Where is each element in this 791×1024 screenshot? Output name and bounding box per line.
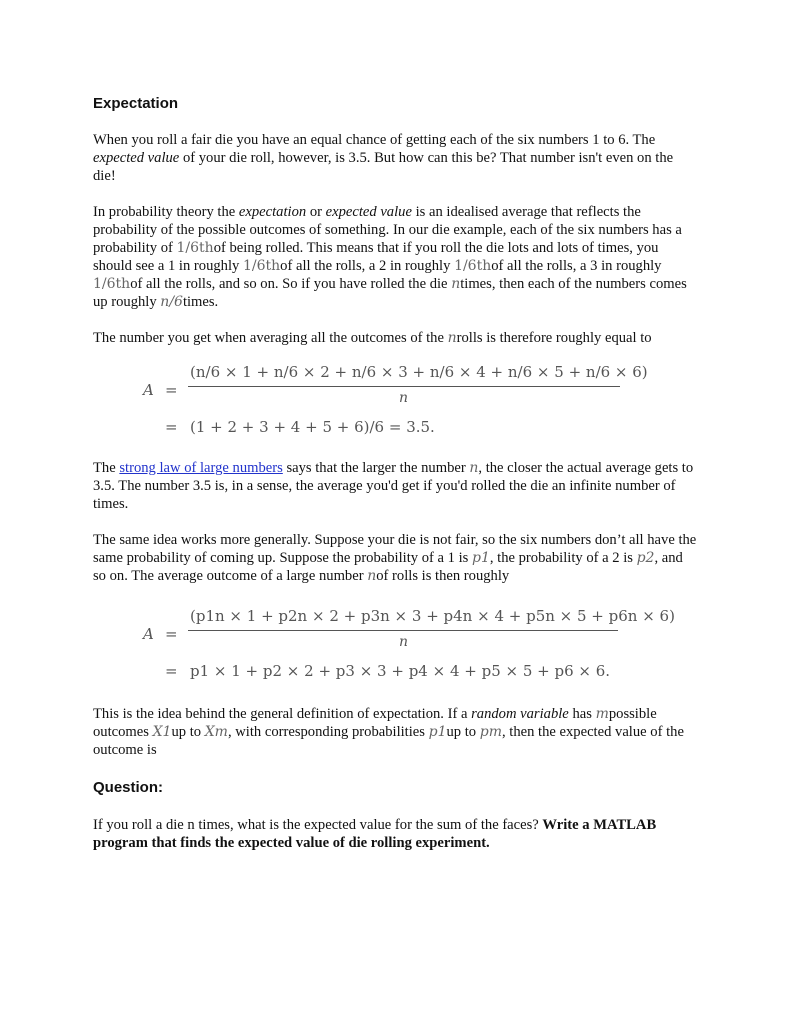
equals-sign: = <box>165 625 178 643</box>
math-inline: n <box>447 330 457 346</box>
text: , the closer the actual average gets to 3.5. The number 3.5 is, in a sense, the average you'd get if you'd rolled the die an infinite number of times. <box>93 460 694 512</box>
text: The same idea works more generally. Suppose your die is not fair, so the six numbers don’t all have the same probability of coming up. Suppose the probability of a 1 is <box>93 532 697 566</box>
equation-lhs: A <box>143 625 154 643</box>
math-inline: p1 <box>428 724 447 740</box>
text: of all the rolls, a 2 in roughly <box>280 258 455 274</box>
text: has <box>568 706 596 722</box>
math-inline: Xm <box>204 724 228 740</box>
math-inline: n/6 <box>160 294 183 310</box>
text: When you roll a fair die you have an equal chance of getting each of the six numbers 1 to 6. The <box>93 132 656 148</box>
text: In probability theory the <box>93 204 239 220</box>
paragraph-general-definition <box>93 705 698 759</box>
emphasis: random variable <box>471 706 569 722</box>
math-inline: 1/6th <box>242 258 281 274</box>
equals-sign: = <box>165 381 178 399</box>
question-text <box>93 816 698 852</box>
equation-fair-die <box>93 363 698 443</box>
strong-law-link[interactable]: strong law of large numbers <box>119 460 283 476</box>
paragraph-probability <box>93 203 698 311</box>
text: up to <box>446 724 480 740</box>
fraction-bar <box>188 630 618 631</box>
math-inline: n <box>367 568 377 584</box>
text: times, then each of the numbers comes up roughly <box>93 276 687 310</box>
document-page <box>93 95 698 852</box>
question-heading: Question: <box>93 779 163 796</box>
text: of rolls is then roughly <box>376 568 510 584</box>
text: , with corresponding probabilities <box>227 724 429 740</box>
paragraph-law-of-large-numbers <box>93 459 698 513</box>
text: of your die roll, however, is 3.5. But how can this be? That number isn't even on the die! <box>93 150 674 184</box>
section-heading: Expectation <box>93 95 179 112</box>
equation-result: (1 + 2 + 3 + 4 + 5 + 6)/6 = 3.5. <box>190 418 435 436</box>
math-inline: 1/6th <box>454 258 492 274</box>
text: of being rolled. This means that if you roll the die lots and lots of times, you should see a 1 in roughly <box>93 240 659 274</box>
text: The <box>93 460 120 476</box>
fraction-bar <box>188 386 620 387</box>
text: rolls is therefore roughly equal to <box>456 330 652 346</box>
equals-sign: = <box>165 418 178 436</box>
equation-denominator: n <box>399 390 409 406</box>
text: The number you get when averaging all the outcomes of the <box>93 330 448 346</box>
equation-numerator: (n/6 × 1 + n/6 × 2 + n/6 × 3 + n/6 × 4 + n/6 × 5 + n/6 × 6) <box>190 363 648 381</box>
equals-sign: = <box>165 662 178 680</box>
equation-numerator: (p1n × 1 + p2n × 2 + p3n × 3 + p4n × 4 + p5n × 5 + p6n × 6) <box>190 607 675 625</box>
text: , and so on. The average outcome of a large number <box>93 550 683 584</box>
emphasis-expected-value: expected value <box>93 150 180 166</box>
equation-denominator: n <box>399 634 409 650</box>
equation-lhs: A <box>143 381 154 399</box>
emphasis: expectation <box>238 204 307 220</box>
math-inline: n <box>451 276 461 292</box>
text: is an idealised average that reflects the probability of the possible outcomes of something. In our die example, each of the six numbers has a probability of <box>93 204 682 256</box>
math-inline: 1/6th <box>93 276 131 292</box>
emphasis: expected value <box>325 204 412 220</box>
math-inline: m <box>595 706 609 722</box>
math-inline: 1/6th <box>176 240 214 256</box>
math-inline: n <box>469 460 479 476</box>
text: possible outcomes <box>93 706 657 740</box>
text: says that the larger the number <box>282 460 470 476</box>
paragraph-averaging <box>93 329 698 347</box>
text: This is the idea behind the general definition of expectation. If a <box>93 706 472 722</box>
text: If you roll a die n times, what is the expected value for the sum of the faces? <box>93 817 543 833</box>
text: of all the rolls, and so on. So if you have rolled the die <box>130 276 452 292</box>
equation-unfair-die <box>93 607 698 687</box>
math-inline: pm <box>479 724 502 740</box>
bold-instruction: Write a MATLAB program that finds the expected value of die rolling experiment. <box>93 817 657 851</box>
paragraph-intro <box>93 131 698 185</box>
math-inline: p1 <box>471 550 490 566</box>
text: up to <box>171 724 205 740</box>
equation-result: p1 × 1 + p2 × 2 + p3 × 3 + p4 × 4 + p5 × 5 + p6 × 6. <box>190 662 611 680</box>
text: , the probability of a 2 is <box>489 550 637 566</box>
text: of all the rolls, a 3 in roughly <box>491 258 662 274</box>
paragraph-unfair-die <box>93 531 698 585</box>
text: times. <box>182 294 219 310</box>
math-inline: X1 <box>152 724 172 740</box>
text: or <box>306 204 326 220</box>
math-inline: p2 <box>636 550 655 566</box>
text: , then the expected value of the outcome is <box>93 724 684 758</box>
